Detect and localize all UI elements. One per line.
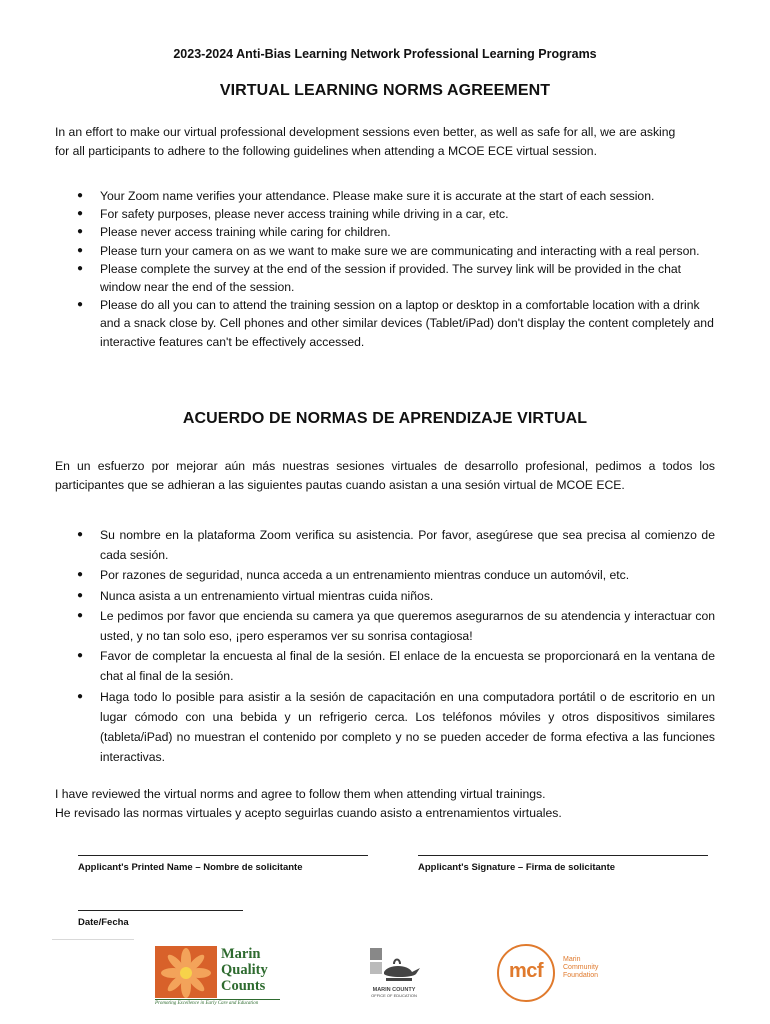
list-item (55, 586, 715, 606)
list-item (55, 687, 715, 768)
spanish-title: ACUERDO DE NORMAS DE APRENDIZAJE VIRTUAL (182, 410, 588, 427)
list-item-text: Please never access training while caring for children. (100, 225, 391, 240)
bullet-icon: ● (77, 589, 84, 601)
marin-county-office-of-education-logo (364, 946, 424, 1004)
english-guidelines-list (55, 187, 715, 351)
mcf-wordmark (563, 956, 598, 980)
list-item (55, 223, 715, 241)
printed-name-label: Applicant's Printed Name – Nombre de solicitante (78, 862, 303, 873)
mcoe-line: OFFICE OF EDUCATION (371, 993, 417, 998)
date-label: Date/Fecha (78, 917, 129, 928)
list-item-text: Please turn your camera on as we want to make sure we are communicating and interacting with a real person. (100, 243, 700, 258)
bullet-icon: ● (77, 299, 84, 311)
bullet-icon: ● (77, 190, 84, 201)
list-item-text: Por razones de seguridad, nunca acceda a un entrenamiento mientras conduce un automóvil, etc. (100, 568, 630, 583)
english-intro (55, 123, 715, 161)
list-item-text: Le pedimos por favor que encienda su camera ya que queremos asegurarnos de su atendencia y interactuar con usted, y no tan solo eso, ¡pero esperamos ver su sonrisa contagiosa! (100, 608, 715, 644)
list-item-text: Please complete the survey at the end of the session if provided. The survey link will be provided in the chat window near the end of the session. (100, 261, 682, 295)
signature-line[interactable] (418, 855, 708, 856)
agreement-statement (55, 785, 715, 823)
list-item (55, 187, 715, 205)
list-item (55, 525, 715, 565)
spanish-intro: En un esfuerzo por mejorar aún más nuestras sesiones virtuales de desarrollo profesional, pedimos a todos los participantes que se adhieran a las siguientes pautas cuando asistan a una sesión virtual de MCOE ECE. (55, 459, 715, 492)
english-intro-line: for all participants to adhere to the following guidelines when attending a MCOE ECE virtual session. (55, 144, 597, 158)
mcf-line: Community (563, 964, 599, 971)
list-item-text: Su nombre en la plataforma Zoom verifica su asistencia. Por favor, asegúrese que sea precisa al comienzo de cada sesión. (100, 528, 715, 563)
bullet-icon: ● (77, 529, 84, 540)
mqc-wordmark (221, 946, 268, 994)
list-item-text: Nunca asista a un entrenamiento virtual mientras cuida niños. (100, 588, 434, 603)
mcf-letters: mcf (508, 960, 544, 982)
bullet-icon: ● (77, 226, 84, 238)
marin-quality-counts-logo (155, 946, 285, 1008)
signature-label: Applicant's Signature – Firma de solicitante (418, 862, 616, 873)
bullet-icon: ● (77, 569, 84, 581)
mcf-line: Foundation (563, 972, 599, 979)
program-header: 2023-2024 Anti-Bias Learning Network Professional Learning Programs (173, 47, 597, 61)
list-item (55, 260, 715, 296)
list-item-text: Please do all you can to attend the training session on a laptop or desktop in a comfortable location with a drink and a snack close by. Cell phones and other similar devices (Tablet/iPad) don't display the content completely and interactive features can't be effectively accessed. (100, 298, 714, 349)
bullet-icon: ● (77, 650, 84, 662)
list-item-text: Favor de completar la encuesta al final de la sesión. El enlace de la encuesta se proporcionará en la ventana de chat al final de la sesión. (100, 649, 715, 684)
agreement-spanish: He revisado las normas virtuales y acepto seguirlas cuando asisto a entrenamientos virtuales. (55, 806, 562, 820)
bullet-icon: ● (77, 690, 84, 702)
printed-name-line[interactable] (78, 855, 368, 856)
spanish-guidelines-list (55, 525, 715, 767)
mcoe-line: MARIN COUNTY (372, 987, 416, 993)
mqc-line: Quality (221, 962, 268, 978)
mcf-line: Marin (563, 956, 581, 963)
lamp-icon (364, 946, 424, 986)
list-item-text: Haga todo lo posible para asistir a la sesión de capacitación en una computadora portátil o de escritorio en un lugar cómodo con una bebida y un refrigerio cerca. Los teléfonos móviles y otros dispositivos similares (tableta/iPad) no muestran el contenido por completo y no se pueden acceder de forma efectiva a las funciones interactivas. (100, 689, 715, 765)
marin-community-foundation-logo (497, 944, 622, 1004)
list-item-text: Your Zoom name verifies your attendance. Please make sure it is accurate at the start of each session. (100, 189, 655, 203)
flower-icon (155, 946, 217, 998)
list-item (55, 242, 715, 260)
bullet-icon: ● (77, 262, 84, 274)
mqc-line: Marin (221, 946, 261, 962)
mcoe-wordmark (364, 987, 424, 999)
list-item (55, 296, 715, 351)
bullet-icon: ● (77, 208, 84, 220)
list-item (55, 646, 715, 686)
list-item (55, 565, 715, 585)
agreement-english: I have reviewed the virtual norms and agree to follow them when attending virtual trainings. (55, 787, 546, 801)
date-line[interactable] (78, 910, 243, 911)
bullet-icon: ● (77, 244, 84, 256)
mqc-tagline: Promoting Excellence in Early Care and Education (155, 999, 280, 1006)
bullet-icon: ● (77, 609, 84, 621)
list-item-text: For safety purposes, please never access training while driving in a car, etc. (100, 207, 509, 222)
divider (52, 939, 134, 940)
list-item (55, 205, 715, 223)
english-title: VIRTUAL LEARNING NORMS AGREEMENT (219, 82, 551, 99)
list-item (55, 606, 715, 646)
mqc-line: Counts (221, 978, 266, 994)
english-intro-line: In an effort to make our virtual professional development sessions even better, as well as safe for all, we are asking (55, 125, 676, 139)
